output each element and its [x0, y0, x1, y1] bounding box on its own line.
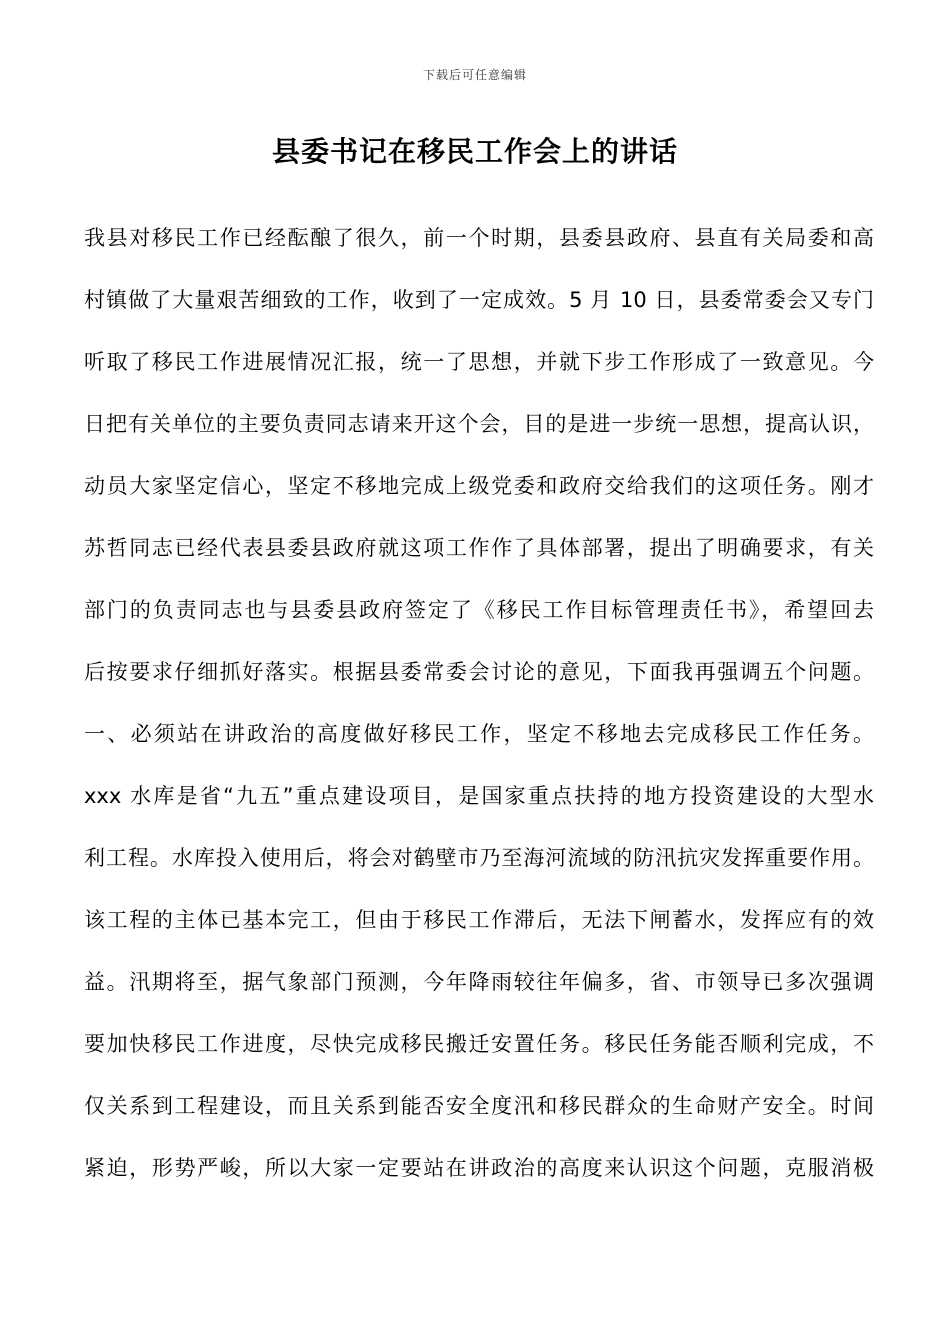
body-line: 后按要求仔细抓好落实。根据县委常委会讨论的意见，下面我再强调五个问题。 — [84, 660, 874, 684]
body-line: 仅关系到工程建设，而且关系到能否安全度汛和移民群众的生命财产安全。时间 — [84, 1094, 874, 1118]
document-title: 县委书记在移民工作会上的讲话 — [271, 135, 678, 168]
body-line: 听取了移民工作进展情况汇报，统一了思想，并就下步工作形成了一致意见。今 — [84, 350, 874, 374]
header-note: 下载后可任意编辑 — [422, 68, 527, 82]
body-line: 该工程的主体已基本完工，但由于移民工作滞后，无法下闸蓄水，发挥应有的效 — [84, 908, 874, 932]
body-line: 我县对移民工作已经酝酿了很久，前一个时期，县委县政府、县直有关局委和高 — [84, 226, 874, 250]
section-heading-line: 一、必须站在讲政治的高度做好移民工作，坚定不移地去完成移民工作任务。 — [84, 722, 874, 746]
body-line: 苏哲同志已经代表县委县政府就这项工作作了具体部署，提出了明确要求，有关 — [84, 536, 874, 560]
body-line: 利工程。水库投入使用后，将会对鹤壁市乃至海河流域的防汛抗灾发挥重要作用。 — [84, 846, 874, 870]
body-line: 部门的负责同志也与县委县政府签定了《移民工作目标管理责任书》，希望回去 — [84, 598, 874, 622]
document-body — [84, 222, 874, 1214]
body-line: 村镇做了大量艰苦细致的工作，收到了一定成效。5 月 10 日，县委常委会又专门 — [84, 288, 874, 312]
body-line: 要加快移民工作进度，尽快完成移民搬迁安置任务。移民任务能否顺利完成，不 — [84, 1032, 874, 1056]
body-line: 紧迫，形势严峻，所以大家一定要站在讲政治的高度来认识这个问题，克服消极 — [84, 1156, 874, 1180]
body-line: 益。汛期将至，据气象部门预测，今年降雨较往年偏多，省、市领导已多次强调 — [84, 970, 874, 994]
body-line: 动员大家坚定信心，坚定不移地完成上级党委和政府交给我们的这项任务。刚才 — [84, 474, 874, 498]
body-line: xxx 水库是省“九五”重点建设项目，是国家重点扶持的地方投资建设的大型水 — [84, 784, 874, 808]
body-line: 日把有关单位的主要负责同志请来开这个会，目的是进一步统一思想，提高认识， — [84, 412, 874, 436]
